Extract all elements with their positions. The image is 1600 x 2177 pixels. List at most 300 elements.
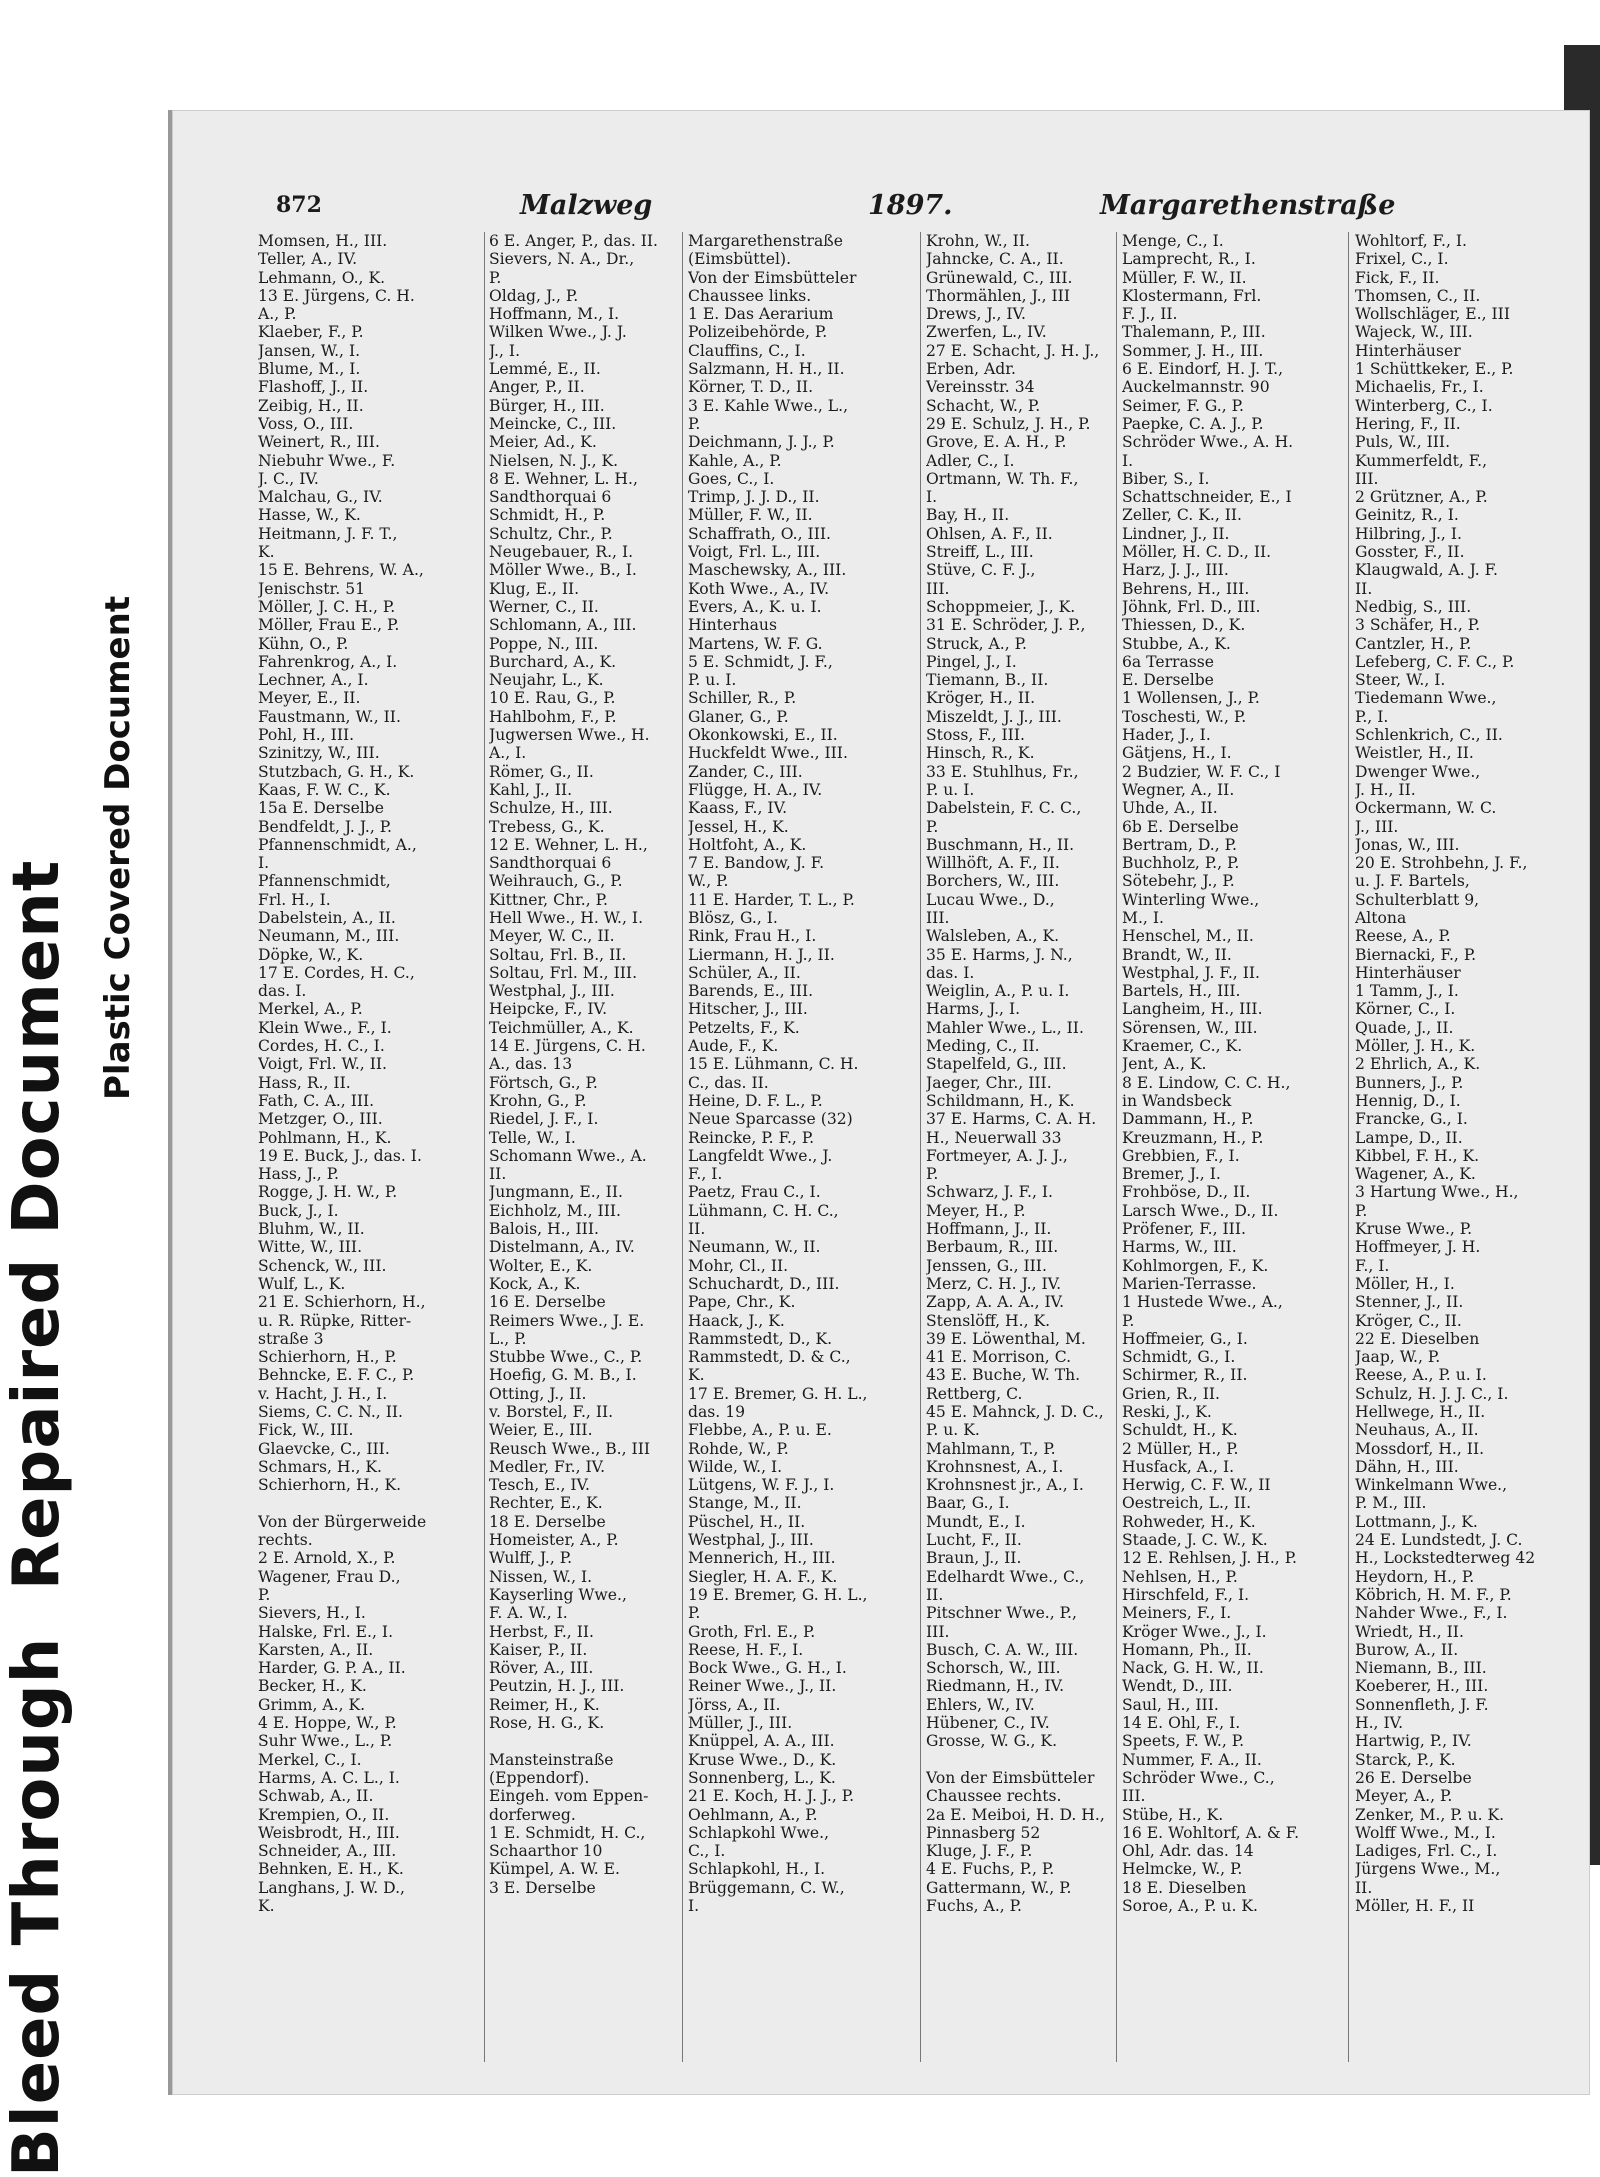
directory-entry-line: Flügge, H. A., IV. [688,780,823,799]
directory-entry-line: 41 E. Morrison, C. [926,1348,1072,1367]
directory-entry-line: Fahrenkrog, A., I. [258,652,398,671]
directory-entry-line: dorferweg. [489,1805,576,1824]
directory-entry-line: Hasse, W., K. [258,506,361,525]
directory-entry-line: Möller Wwe., B., I. [489,561,637,580]
directory-entry-line: 35 E. Harms, J. N., [926,945,1073,964]
directory-entry-line: Buschmann, H., II. [926,835,1075,854]
directory-entry-line: Helmcke, W., P. [1122,1860,1243,1879]
directory-entry-line: Reincke, P. F., P. [688,1128,815,1147]
directory-entry-line: P. [1122,1311,1135,1330]
directory-entry-line: das. I. [926,963,975,982]
directory-entry-line: Schwarz, J. F., I. [926,1183,1054,1202]
directory-entry-line: 5 E. Schmidt, J. F., [688,652,833,671]
directory-entry-line: II. [926,1585,944,1604]
directory-entry-line: Stapelfeld, G., III. [926,1055,1067,1074]
directory-entry-line: Nedbig, S., III. [1355,597,1472,616]
directory-entry-line: Zeller, C. K., II. [1122,506,1243,525]
directory-entry-line: Borchers, W., III. [926,872,1060,891]
directory-entry-line: Krempien, O., II. [258,1805,390,1824]
directory-entry-line: Lampe, D., II. [1355,1128,1463,1147]
directory-entry-line: Köbrich, H. M. F., P. [1355,1585,1512,1604]
directory-entry-line: F. J., II. [1122,305,1178,324]
directory-entry-line: Struck, A., P. [926,634,1027,653]
directory-entry-line: Müller, J., III. [688,1714,793,1733]
directory-entry-line: Schierhorn, H., K. [258,1476,402,1495]
directory-entry-line: Möller, H. F., II [1355,1897,1475,1916]
directory-entry-line: Heipcke, F., IV. [489,1000,608,1019]
directory-entry-line: Margarethenstraße [688,232,843,250]
directory-entry-line: Biernacki, F., P. [1355,945,1477,964]
directory-entry-line: Biber, S., I. [1122,469,1210,488]
directory-entry-line: Pitschner Wwe., P., [926,1604,1077,1623]
directory-entry-line: Goes, C., I. [688,469,775,488]
directory-entry-line: Jaap, W., P. [1355,1348,1441,1367]
directory-entry-line: Kröger Wwe., J., I. [1122,1622,1267,1641]
directory-entry-line: Lütgens, W. F. J., I. [688,1476,835,1495]
directory-entry-line: Fortmeyer, A. J. J., [926,1146,1068,1165]
directory-entry-line: Hennig, D., I. [1355,1091,1461,1110]
directory-entry-line: Möller, J. H., K. [1355,1037,1476,1056]
directory-entry-line [258,1494,480,1512]
directory-entry-line: Gattermann, W., P. [926,1878,1072,1897]
directory-entry-line: Frohböse, D., II. [1122,1183,1251,1202]
directory-entry-line: Hering, F., II. [1355,414,1461,433]
directory-entry-line: Thomsen, C., II. [1355,286,1481,305]
directory-entry-line: Kruse Wwe., P. [1355,1220,1473,1239]
directory-entry-line: Hass, J., P. [258,1165,340,1184]
directory-entry-line: Lefeberg, C. F. C., P. [1355,652,1515,671]
directory-entry-line: 15 E. Lühmann, C. H. [688,1055,859,1074]
directory-entry-line: Bartels, H., III. [1122,982,1241,1001]
directory-entry-line: Telle, W., I. [489,1128,576,1147]
directory-entry-line: 6b E. Derselbe [1122,817,1239,836]
directory-entry-line: Distelmann, A., IV. [489,1238,635,1257]
directory-entry-line: Reimers Wwe., J. E. [489,1311,645,1330]
directory-entry-line: Brandt, W., II. [1122,945,1232,964]
directory-entry-line: 20 E. Strohbehn, J. F., [1355,854,1528,873]
directory-entry-line: Voss, O., III. [258,414,354,433]
directory-entry-line: Holtfoht, A., K. [688,835,807,854]
directory-entry-line: Fath, C. A., III. [258,1091,375,1110]
directory-entry-line: Drews, J., IV. [926,305,1027,324]
directory-entry-line: 17 E. Cordes, H. C., [258,963,415,982]
directory-entry-line: Lechner, A., I. [258,671,369,690]
directory-entry-line: Schoppmeier, J., K. [926,597,1076,616]
directory-entry-line: Schneider, A., III. [258,1842,397,1861]
directory-entry-line: Wohltorf, F., I. [1355,232,1468,250]
directory-entry-line: Riedel, J. F., I. [489,1110,599,1129]
directory-entry-line: Meyer, A., P. [1355,1787,1453,1806]
directory-entry-line: Saul, H., III. [1122,1695,1219,1714]
directory-entry-line: Meyer, W. C., II. [489,927,615,946]
directory-entry-line: Sonnenfleth, J. F. [1355,1695,1489,1714]
directory-entry-line: Voigt, Frl. L., III. [688,543,821,562]
directory-entry-line: Pohl, H., III. [258,726,355,745]
bleed-through-label: Bleed Through Repaired Document [0,859,74,2177]
directory-entry-line: 16 E. Wohltorf, A. & F. [1122,1823,1300,1842]
directory-entry-line: Lucau Wwe., D., [926,890,1055,909]
directory-entry-line: Pape, Chr., K. [688,1293,796,1312]
directory-column-1 [258,232,480,1915]
directory-entry-line: 19 E. Buck, J., das. I. [258,1146,422,1165]
directory-entry-line: Jonas, W., III. [1355,835,1460,854]
directory-entry-line: Uhde, A., II. [1122,799,1218,818]
directory-entry-line: Kibbel, F. H., K. [1355,1146,1480,1165]
directory-entry-line: Kröger, C., II. [1355,1311,1462,1330]
directory-entry-line: 12 E. Rehlsen, J. H., P. [1122,1549,1297,1568]
directory-entry-line: Huckfeldt Wwe., III. [688,744,848,763]
directory-entry-line: K. [688,1366,705,1385]
directory-entry-line: P. u. I. [688,671,737,690]
directory-entry-line: Schirmer, R., II. [1122,1366,1248,1385]
directory-entry-line: Hinterhäuser [1355,341,1461,360]
directory-entry-line: Voigt, Frl. W., II. [258,1055,387,1074]
left-running-title: Malzweg [520,190,653,221]
directory-entry-line: Bendfeldt, J. J., P. [258,817,393,836]
directory-entry-line: I. [926,488,938,507]
directory-entry-line: Römer, G., II. [489,762,594,781]
directory-entry-line: Homeister, A., P. [489,1531,619,1550]
directory-entry-line: Langhans, J. W. D., [258,1878,406,1897]
directory-entry-line: Jent, A., K. [1122,1055,1207,1074]
directory-entry-line: Adler, C., I. [926,451,1015,470]
directory-entry-line: Meier, Ad., K. [489,433,597,452]
directory-entry-line: Blösz, G., I. [688,908,778,927]
directory-entry-line: Jenssen, G., III. [926,1256,1047,1275]
directory-entry-line: Harder, G. P. A., II. [258,1659,406,1678]
directory-entry-line: J., III. [1355,817,1399,836]
directory-entry-line: Glaner, G., P. [688,707,789,726]
directory-entry-line: Pingel, J., I. [926,652,1017,671]
directory-entry-line: Buck, J., I. [258,1201,339,1220]
directory-entry-line: Neugebauer, R., I. [489,543,634,562]
directory-entry-line: P. [489,268,502,287]
directory-entry-line: Metzger, O., III. [258,1110,383,1129]
directory-entry-line: Martens, W. F. G. [688,634,823,653]
directory-entry-line: Sievers, H., I. [258,1604,366,1623]
directory-entry-line: Busch, C. A. W., III. [926,1640,1079,1659]
directory-entry-line: das. 19 [688,1403,746,1421]
directory-entry-line: Sandthorquai 6 [489,488,612,507]
directory-entry-line: Braun, J., II. [926,1549,1022,1568]
directory-entry-line: das. I. [258,982,307,1001]
directory-entry-line: Sievers, N. A., Dr., [489,250,635,269]
directory-entry-line: Klaeber, F., P. [258,323,364,342]
directory-entry-line: Hoefig, G. M. B., I. [489,1366,637,1385]
directory-entry-line: Rose, H. G., K. [489,1714,605,1733]
directory-entry-line: Szinitzy, W., III. [258,744,380,763]
directory-entry-line: 17 E. Bremer, G. H. L., [688,1384,868,1403]
directory-entry-line: F., I. [1355,1256,1390,1275]
directory-entry-line: Brüggemann, C. W., [688,1878,845,1897]
directory-entry-line: Vereinsstr. 34 [926,378,1035,397]
directory-entry-line: Poppe, N., III. [489,634,599,653]
directory-entry-line: rechts. [258,1531,313,1550]
directory-entry-line: Zenker, M., P. u. K. [1355,1805,1505,1824]
directory-entry-line: Hahlbohm, F., P. [489,707,617,726]
directory-entry-line: Körner, C., I. [1355,1000,1456,1019]
directory-entry-line: Jungmann, E., II. [489,1183,623,1202]
directory-entry-line: Flebbe, A., P. u. E. [688,1421,832,1440]
directory-entry-line: (Eppendorf). [489,1768,590,1787]
directory-entry-line: Hartwig, P., IV. [1355,1732,1472,1751]
directory-entry-line: Witte, W., III. [258,1238,363,1257]
directory-entry-line: Harz, J. J., III. [1122,561,1229,580]
directory-entry-line: Schlapkohl, H., I. [688,1860,826,1879]
directory-entry-line: Salzmann, H. H., II. [688,360,845,379]
directory-entry-line: Kummerfeldt, F., [1355,451,1488,470]
directory-entry-line: P. u. I. [926,780,975,799]
directory-entry-line: 14 E. Ohl, F., I. [1122,1714,1241,1733]
directory-entry-line: 29 E. Schulz, J. H., P. [926,414,1091,433]
directory-entry-line: Herwig, C. F. W., II [1122,1476,1271,1495]
directory-entry-line: Heydorn, H., P. [1355,1567,1475,1586]
directory-entry-line: Lehmann, O., K. [258,268,386,287]
directory-entry-line: Wagener, A., K. [1355,1165,1476,1184]
directory-entry-line: P., I. [1355,707,1389,726]
directory-entry-line: Kayserling Wwe., [489,1585,627,1604]
directory-entry-line: Schlomann, A., III. [489,616,637,635]
directory-entry-line: Krohnsnest, A., I. [926,1457,1064,1476]
directory-entry-line: Schattschneider, E., I [1122,488,1292,507]
directory-entry-line: Seimer, F. G., P. [1122,396,1244,415]
directory-entry-line: Soroe, A., P. u. K. [1122,1897,1258,1916]
directory-entry-line: A., P. [258,305,297,324]
directory-entry-line: Schlapkohl Wwe., [688,1823,830,1842]
directory-entry-line: Chaussee links. [688,286,812,305]
directory-entry-line: H., Lockstedterweg 42 [1355,1549,1536,1568]
directory-entry-line: Hader, J., I. [1122,726,1211,745]
directory-entry-line: Möller, H., I. [1355,1274,1455,1293]
directory-entry-line: straße 3 [258,1329,324,1348]
directory-entry-line: Schildmann, H., K. [926,1091,1075,1110]
directory-entry-line: K. [258,1897,275,1916]
directory-entry-line: Sötebehr, J., P. [1122,872,1235,891]
directory-entry-line: 19 E. Bremer, G. H. L., [688,1585,868,1604]
directory-entry-line: Schulze, H., III. [489,799,613,818]
directory-entry-line: Hell Wwe., H. W., I. [489,908,644,927]
directory-entry-line: 2 Grützner, A., P. [1355,488,1488,507]
directory-entry-line: Harms, A. C. L., I. [258,1768,400,1787]
directory-entry-line: Quade, J., II. [1355,1018,1454,1037]
directory-entry-line: Staade, J. C. W., K. [1122,1531,1268,1550]
directory-entry-line: Berbaum, R., III. [926,1238,1059,1257]
directory-entry-line: Karsten, A., II. [258,1640,374,1659]
directory-entry-line: 6a Terrasse [1122,652,1215,671]
directory-entry-line: Heine, D. F. L., P. [688,1091,823,1110]
directory-entry-line: Wriedt, H., II. [1355,1622,1464,1641]
directory-entry-line: Dabelstein, F. C. C., [926,799,1082,818]
directory-entry-line: 2 Ehrlich, A., K. [1355,1055,1481,1074]
directory-entry-line: u. J. F. Bartels, [1355,872,1470,891]
directory-entry-line: P. [926,817,939,836]
directory-entry-line: I. [1122,451,1134,470]
directory-entry-line: Merz, C. H. J., IV. [926,1274,1062,1293]
directory-entry-line: Koth Wwe., A., IV. [688,579,830,598]
directory-entry-line: Soltau, Frl. B., II. [489,945,627,964]
directory-entry-line: F., I. [688,1165,723,1184]
directory-entry-line: Weinert, R., III. [258,433,380,452]
directory-entry-line: Jansen, W., I. [258,341,361,360]
directory-entry-line: K. [258,543,275,562]
directory-entry-line: Grebbien, F., I. [1122,1146,1240,1165]
directory-entry-line: Stüve, C. F. J., [926,561,1036,580]
directory-entry-line: P. [688,1604,701,1623]
directory-entry-line: Burchard, A., K. [489,652,617,671]
directory-entry-line: Krohn, W., II. [926,232,1030,250]
directory-entry-line: Hilbring, J., I. [1355,524,1462,543]
directory-entry-line: Geinitz, R., I. [1355,506,1459,525]
directory-entry-line: Klein Wwe., F., I. [258,1018,392,1037]
directory-entry-line: Weiglin, A., P. u. I. [926,982,1070,1001]
directory-entry-line: 11 E. Harder, T. L., P. [688,890,855,909]
directory-entry-line: Oehlmann, A., P. [688,1805,818,1824]
directory-entry-line: Ehlers, W., IV. [926,1695,1035,1714]
directory-entry-line: Miszeldt, J. J., III. [926,707,1062,726]
directory-entry-line: 10 E. Rau, G., P. [489,689,616,708]
directory-entry-line: Auckelmannstr. 90 [1122,378,1270,397]
directory-entry-line: Larsch Wwe., D., II. [1122,1201,1279,1220]
directory-entry-line: Hinterhaus [688,616,777,635]
directory-entry-line: Winkelmann Wwe., [1355,1476,1508,1495]
directory-entry-line: Kahle, A., P. [688,451,782,470]
directory-entry-line: Balois, H., III. [489,1220,599,1239]
directory-entry-line: Stenslöff, H., K. [926,1311,1051,1330]
directory-entry-line: Jenischstr. 51 [258,579,366,598]
directory-entry-line: Meyer, H., P. [926,1201,1026,1220]
directory-entry-line: Flashoff, J., II. [258,378,369,397]
directory-entry-line: Döpke, W., K. [258,945,364,964]
directory-entry-line: Frl. H., I. [258,890,331,909]
directory-entry-line: Rammstedt, D. & C., [688,1348,851,1367]
directory-entry-line: Jörss, A., II. [688,1695,781,1714]
directory-entry-line: Puls, W., III. [1355,433,1451,452]
directory-entry-line: Ohl, Adr. das. 14 [1122,1842,1254,1861]
directory-entry-line: Zwerfen, L., IV. [926,323,1047,342]
directory-entry-line: M., I. [1122,908,1164,927]
directory-entry-line: Burow, A., II. [1355,1640,1459,1659]
directory-entry-line: Pfannenschmidt, [258,872,391,891]
directory-entry-line: Haack, J., K. [688,1311,785,1330]
directory-entry-line: Mahlmann, T., P. [926,1439,1056,1458]
directory-entry-line: Grien, R., II. [1122,1384,1220,1403]
directory-entry-line: Thormählen, J., III [926,286,1070,305]
directory-entry-line: Trimp, J. J. D., II. [688,488,820,507]
directory-entry-line: Faustmann, W., II. [258,707,401,726]
directory-entry-line: Wulff, J., P. [489,1549,573,1568]
directory-entry-line: Sonnenberg, L., K. [688,1768,836,1787]
directory-entry-line: II. [688,1220,706,1239]
directory-entry-line: Dähn, H., III. [1355,1457,1459,1476]
directory-entry-line: Schulz, H. J. J. C., I. [1355,1384,1509,1403]
directory-entry-line: Menge, C., I. [1122,232,1224,250]
directory-entry-line: 3 Hartung Wwe., H., [1355,1183,1519,1202]
directory-entry-line: 2a E. Meiboi, H. D. H., [926,1805,1105,1824]
directory-entry-line: 18 E. Dieselben [1122,1878,1247,1897]
directory-entry-line: Francke, G., I. [1355,1110,1468,1129]
directory-entry-line: Möller, J. C. H., P. [258,597,396,616]
directory-entry-line: Hübener, C., IV. [926,1714,1050,1733]
directory-entry-line: Nehlsen, H., P. [1122,1567,1238,1586]
directory-entry-line: 1 Tamm, J., I. [1355,982,1459,1001]
directory-entry-line: Siems, C. C. N., II. [258,1403,403,1421]
directory-entry-line: Starck, P., K. [1355,1750,1456,1769]
directory-entry-line: Schomann Wwe., A. [489,1146,647,1165]
directory-entry-line: Kröger, H., II. [926,689,1036,708]
directory-entry-line: Bock Wwe., G. H., I. [688,1659,847,1678]
directory-entry-line: Knüppel, A. A., III. [688,1732,835,1751]
directory-entry-line: Möller, Frau E., P. [258,616,400,635]
directory-entry-line: Klug, E., II. [489,579,580,598]
directory-entry-line: Niebuhr Wwe., F. [258,451,396,470]
directory-entry-line: 33 E. Stuhlhus, Fr., [926,762,1079,781]
directory-entry-line: Clauffins, C., I. [688,341,806,360]
directory-entry-line: Krohnsnest jr., A., I. [926,1476,1084,1495]
directory-entry-line: 6 E. Anger, P., das. II. [489,232,659,250]
directory-entry-line: Von der Bürgerweide [258,1512,427,1531]
directory-entry-line: Hoffmeyer, J. H. [1355,1238,1481,1257]
directory-entry-line: Klostermann, Frl. [1122,286,1262,305]
directory-entry-line: v. Hacht, J. H., I. [258,1384,388,1403]
directory-entry-line: Jahncke, C. A., II. [926,250,1064,269]
directory-entry-line: Klaugwald, A. J. F. [1355,561,1498,580]
directory-entry-line: Kaass, F., IV. [688,799,788,818]
directory-entry-line: II. [1355,1878,1373,1897]
directory-entry-line: Mossdorf, H., II. [1355,1439,1485,1458]
directory-entry-line: Aude, F., K. [688,1037,779,1056]
directory-entry-line: Dwenger Wwe., [1355,762,1481,781]
directory-entry-line: Mansteinstraße [489,1750,614,1769]
directory-entry-line: 4 E. Hoppe, W., P. [258,1714,397,1733]
directory-entry-line: u. R. Rüpke, Ritter- [258,1311,412,1330]
directory-entry-line: Suhr Wwe., L., P. [258,1732,393,1751]
directory-entry-line: Schmidt, G., I. [1122,1348,1236,1367]
directory-entry-line: F. A. W., I. [489,1604,568,1623]
directory-entry-line: Zeibig, H., II. [258,396,364,415]
directory-entry-line: Kaiser, P., II. [489,1640,588,1659]
directory-entry-line: III. [1122,1787,1146,1806]
directory-entry-line: 14 E. Jürgens, C. H. [489,1037,646,1056]
directory-entry-line: 1 Schüttkeker, E., P. [1355,360,1514,379]
directory-entry-line: Schultz, Chr., P. [489,524,613,543]
directory-entry-line: Förtsch, G., P. [489,1073,598,1092]
directory-entry-line: 2 E. Arnold, X., P. [258,1549,396,1568]
directory-entry-line: Neumann, M., III. [258,927,400,946]
directory-entry-line: Oestreich, L., II. [1122,1494,1252,1513]
directory-entry-line: III. [1355,469,1379,488]
directory-entry-line: Henschel, M., II. [1122,927,1254,946]
directory-entry-line: Grimm, A., K. [258,1695,366,1714]
right-running-title: Margarethenstraße [1100,190,1396,221]
directory-entry-line: Halske, Frl. E., I. [258,1622,394,1641]
directory-entry-line: H., IV. [1355,1714,1404,1733]
directory-entry-line: Winterberg, C., I. [1355,396,1493,415]
directory-entry-line: Streiff, L., III. [926,543,1034,562]
directory-entry-line: Hellwege, H., II. [1355,1403,1486,1421]
directory-entry-line: 45 E. Mahnck, J. D. C., [926,1403,1104,1421]
directory-entry-line: Jessel, H., K. [688,817,789,836]
directory-entry-line: Schorsch, W., III. [926,1659,1061,1678]
directory-entry-line: Schenck, W., III. [258,1256,387,1275]
directory-entry-line: Lindner, J., II. [1122,524,1230,543]
directory-entry-line: Pröfener, F., III. [1122,1220,1246,1239]
directory-entry-line: Bluhm, W., II. [258,1220,365,1239]
directory-entry-line: 21 E. Schierhorn, H., [258,1293,426,1312]
directory-entry-line: Behncke, E. F. C., P. [258,1366,415,1385]
directory-entry-line: Schröder Wwe., A. H. [1122,433,1294,452]
directory-entry-line: Speets, F. W., P. [1122,1732,1245,1751]
directory-entry-line: Meiners, F., I. [1122,1604,1232,1623]
